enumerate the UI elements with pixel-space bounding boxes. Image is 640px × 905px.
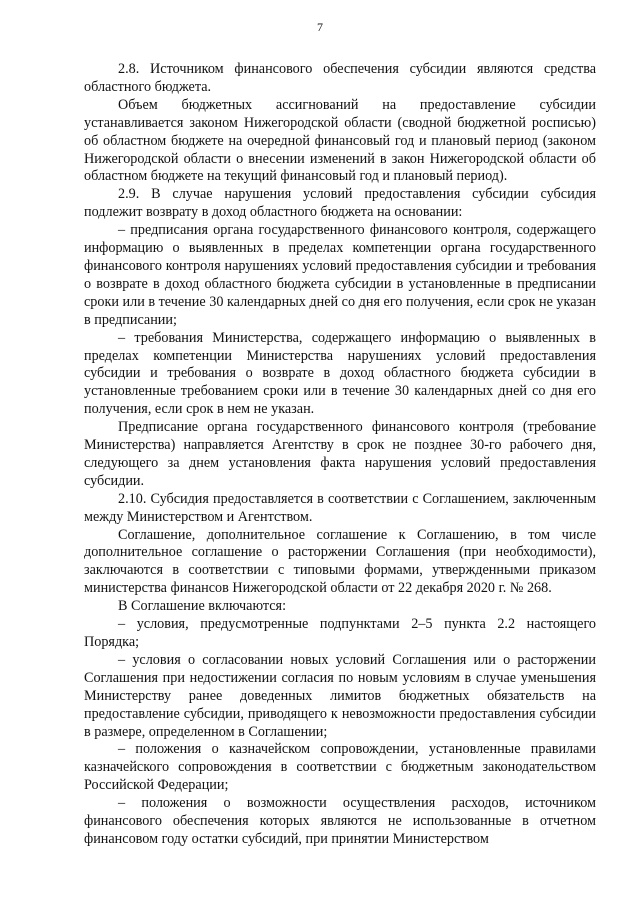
paragraph-agreement-includes: В Соглашение включаются: (118, 598, 287, 615)
page-number: 7 (317, 20, 323, 34)
list-item-unused-balances: – положения о возможности осуществления расходов, источником финансового обеспечения которых являются не использованные в отчетном финансовом году остатки субсидий, при принятии Министерством (84, 795, 596, 847)
paragraph-budget-volume: Объем бюджетных ассигнований на предоставление субсидии устанавливается законом Нижегородской области (сводной бюджетной росписью) об областном бюджете на очередной финансовый год и плановый период (законом Нижегородской области о внесении изменений в закон Нижегородской области об областном бюджете на текущий финансовый год и плановый период). (84, 96, 596, 185)
paragraph-2-8-source: 2.8. Источником финансового обеспечения субсидии являются средства областного бюджета. (84, 61, 596, 95)
paragraph-2-9-return: 2.9. В случае нарушения условий предоставления субсидии субсидия подлежит возврату в доход областного бюджета на основании: (84, 186, 596, 221)
list-item-new-conditions: – условия о согласовании новых условий Соглашения или о расторжении Соглашения при недостижении согласия по новым условиям в случае уменьшения Министерству ранее доведенных лимитов бюджетных обязательств на предоставление субсидии, приводящего к невозможности предоставления субсидии в размере, определенном в Соглашении; (84, 651, 596, 740)
document-body (84, 61, 596, 849)
list-item-prescription: – предписания органа государственного финансового контроля, содержащего информацию о выявленных в пределах компетенции органа государственного финансового контроля нарушениях условий предоставления субсидии и требования о возврате в доход областного бюджета субсидии в установленные в предписании сроки или в течение 30 календарных дней со дня его получения, если срок не указан в предписании; (84, 222, 596, 328)
paragraph-agreement-forms: Соглашение, дополнительное соглашение к Соглашению, в том числе дополнительное соглашение о расторжении Соглашения (при необходимости), заключаются в соответствии с типовыми формами, утвержденными приказом министерства финансов Нижегородской области от 22 декабря 2020 г. № 268. (84, 526, 596, 597)
paragraph-prescription-deadline: Предписание органа государственного финансового контроля (требование Министерства) направляется Агентству в срок не позднее 30-го рабочего дня, следующего за днем установления факта нарушения условий предоставления субсидии. (84, 419, 596, 489)
list-item-treasury-support: – положения о казначейском сопровождении, установленные правилами казначейского сопровождения в соответствии с бюджетным законодательством Российской Федерации; (84, 741, 596, 794)
paragraph-2-10-agreement: 2.10. Субсидия предоставляется в соответствии с Соглашением, заключенным между Министерством и Агентством. (84, 490, 596, 525)
list-item-ministry-requirement: – требования Министерства, содержащего информацию о выявленных в пределах компетенции Министерства нарушениях условий предоставления субсидии и требования о возврате в доход областного бюджета субсидии в установленные требованием сроки или в течение 30 календарных дней со дня его получения, если срок в нем не указан. (84, 329, 596, 418)
list-item-conditions: – условия, предусмотренные подпунктами 2–5 пункта 2.2 настоящего Порядка; (84, 616, 596, 650)
